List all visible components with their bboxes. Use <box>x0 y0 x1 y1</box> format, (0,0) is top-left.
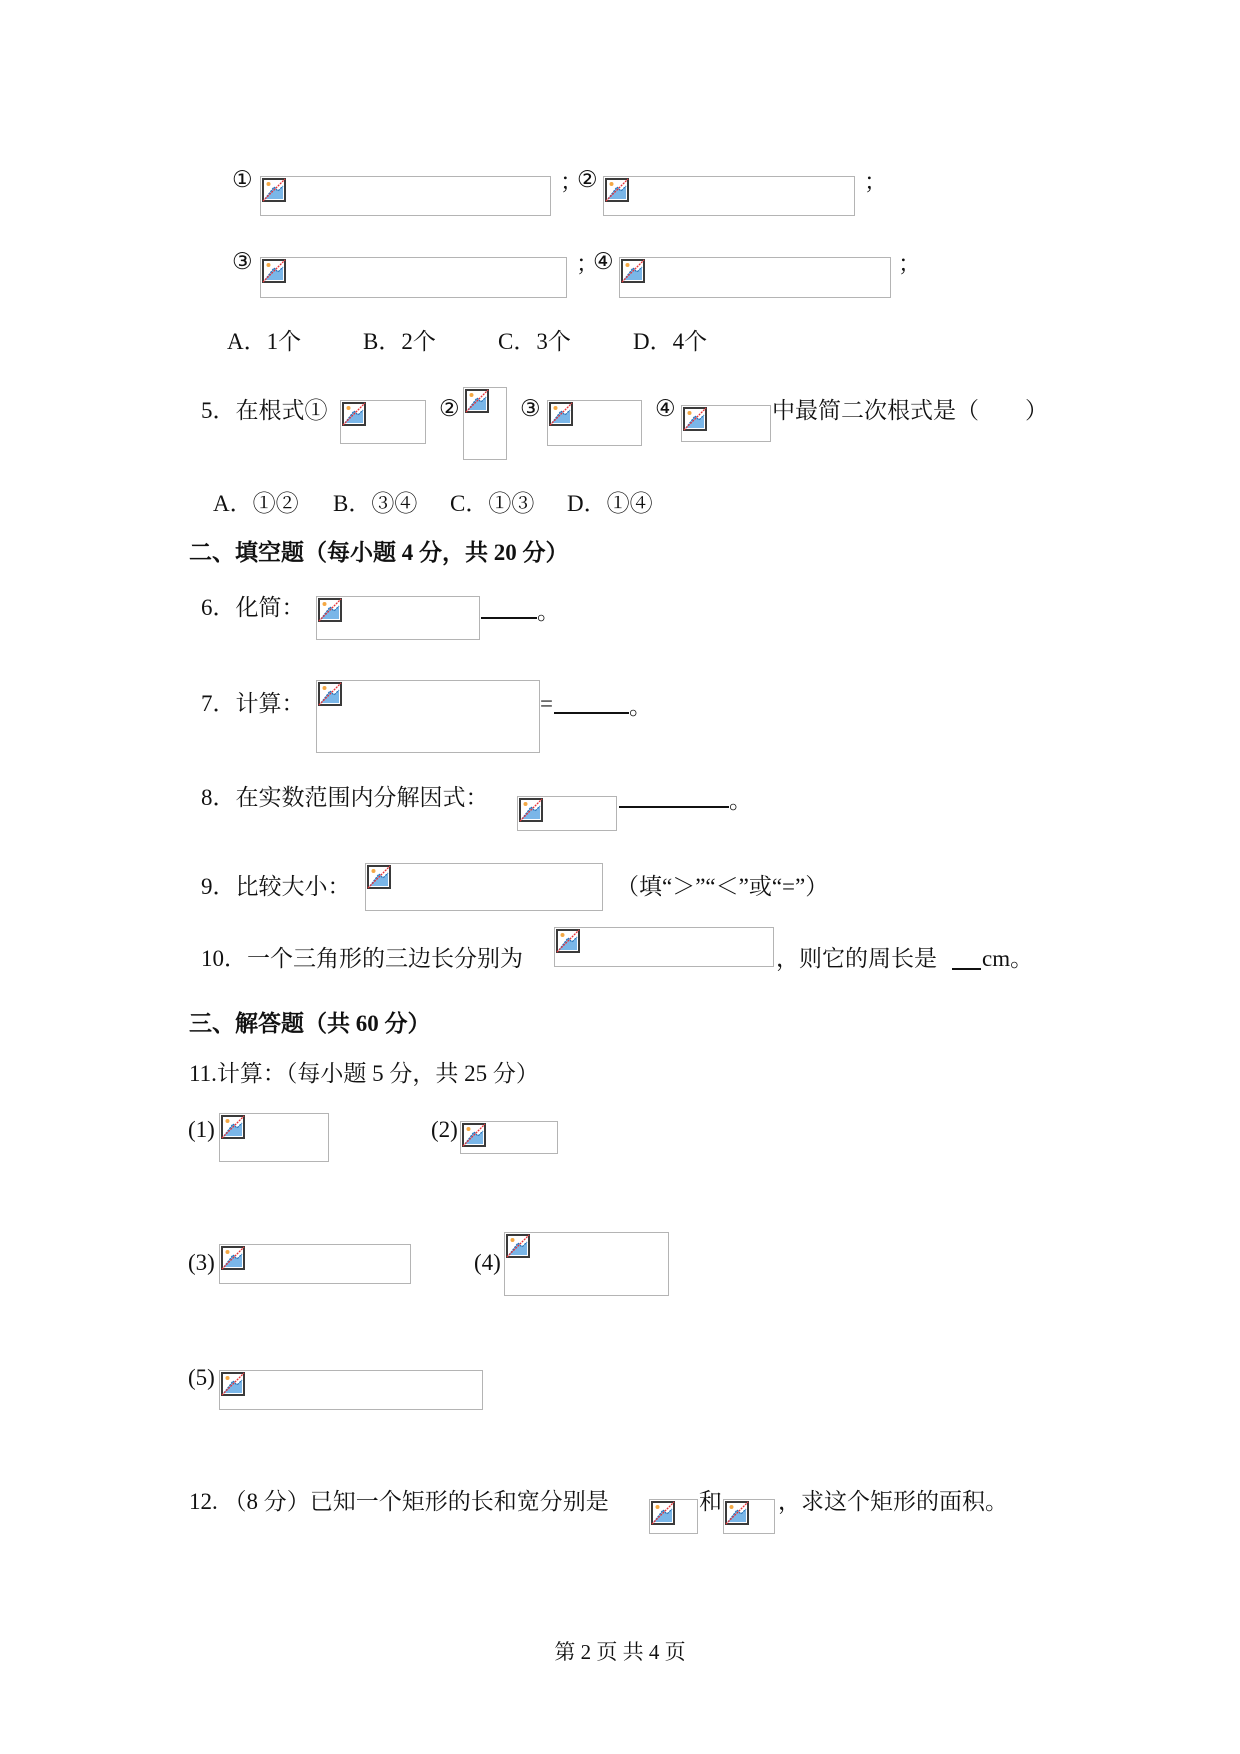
question-12-text: 12. （8 分）已知一个矩形的长和宽分别是 <box>189 1489 609 1514</box>
formula-image <box>219 1244 411 1284</box>
question-5-suffix: 中最简二次根式是（ ） <box>772 398 1048 423</box>
part-label: (2) <box>431 1117 458 1142</box>
formula-image <box>463 387 507 460</box>
broken-image-icon <box>725 1501 749 1525</box>
question-12-suffix: ，求这个矩形的面积。 <box>778 1489 1008 1514</box>
formula-image <box>681 405 771 442</box>
option-c: C．①③ <box>450 491 535 516</box>
broken-image-icon <box>318 598 342 622</box>
broken-image-icon <box>651 1501 675 1525</box>
broken-image-icon <box>556 929 580 953</box>
broken-image-icon <box>683 407 707 431</box>
conjunction-and: 和 <box>699 1489 722 1514</box>
answer-blank <box>554 712 629 714</box>
question-10-text: 10．一个三角形的三边长分别为 <box>201 946 523 971</box>
formula-image <box>219 1113 329 1162</box>
formula-image <box>365 863 603 911</box>
formula-image <box>460 1121 558 1154</box>
page-footer: 第 2 页 共 4 页 <box>554 1640 686 1664</box>
part-label: (3) <box>188 1250 215 1275</box>
period: 。 <box>729 788 752 813</box>
formula-image <box>554 927 774 967</box>
formula-image <box>219 1370 483 1410</box>
formula-image <box>340 400 426 444</box>
broken-image-icon <box>465 389 489 413</box>
formula-image <box>316 680 540 753</box>
part-label-2: ② <box>577 167 598 192</box>
part-label: (1) <box>188 1117 215 1142</box>
radical-label-3: ③ <box>520 396 541 421</box>
question-11-text: 11.计算：（每小题 5 分，共 25 分） <box>189 1061 539 1086</box>
radical-label-2: ② <box>439 396 460 421</box>
option-a: A．1个 <box>227 329 302 354</box>
section-2-title: 二、填空题（每小题 4 分，共 20 分） <box>189 540 569 565</box>
separator: ； <box>560 169 583 194</box>
answer-blank <box>952 968 981 970</box>
formula-image <box>260 176 551 216</box>
broken-image-icon <box>318 682 342 706</box>
separator: ； <box>576 251 599 276</box>
broken-image-icon <box>605 178 629 202</box>
broken-image-icon <box>342 402 366 426</box>
period: 。 <box>537 599 560 624</box>
question-7-text: 7．计算： <box>201 691 305 716</box>
fill-hint: （填“＞”“＜”或“=”） <box>616 874 829 899</box>
broken-image-icon <box>221 1115 245 1139</box>
broken-image-icon <box>621 259 645 283</box>
broken-image-icon <box>462 1123 486 1147</box>
formula-image <box>723 1499 775 1534</box>
radical-label-4: ④ <box>655 396 676 421</box>
option-b: B．2个 <box>363 329 436 354</box>
part-label-4: ④ <box>593 249 614 274</box>
formula-image <box>649 1499 698 1534</box>
separator: ； <box>898 251 921 276</box>
formula-image <box>517 796 617 831</box>
question-6-text: 6．化简： <box>201 595 305 620</box>
formula-image <box>316 596 480 640</box>
option-b: B．③④ <box>333 491 418 516</box>
part-label: (5) <box>188 1365 215 1390</box>
formula-image <box>504 1232 669 1296</box>
option-d: D．4个 <box>633 329 708 354</box>
formula-image <box>619 257 891 298</box>
separator: ； <box>864 169 887 194</box>
broken-image-icon <box>262 259 286 283</box>
broken-image-icon <box>367 865 391 889</box>
broken-image-icon <box>221 1246 245 1270</box>
question-9-text: 9．比较大小： <box>201 874 351 899</box>
part-label: (4) <box>474 1250 501 1275</box>
broken-image-icon <box>221 1372 245 1396</box>
broken-image-icon <box>506 1234 530 1258</box>
formula-image <box>260 257 567 298</box>
broken-image-icon <box>519 798 543 822</box>
formula-image <box>547 400 642 446</box>
answer-blank <box>619 806 729 808</box>
question-8-text: 8．在实数范围内分解因式： <box>201 785 489 810</box>
period: 。 <box>629 694 652 719</box>
broken-image-icon <box>262 178 286 202</box>
part-label-1: ① <box>232 167 253 192</box>
part-label-3: ③ <box>232 249 253 274</box>
option-d: D．①④ <box>567 491 653 516</box>
formula-image <box>603 176 855 216</box>
question-10-suffix: ，则它的周长是 <box>776 946 937 971</box>
answer-blank <box>481 617 537 619</box>
question-5-text: 5．在根式① <box>201 398 328 423</box>
equals-sign: = <box>540 691 553 716</box>
unit-cm: cm。 <box>982 946 1034 971</box>
option-c: C．3个 <box>498 329 571 354</box>
option-a: A．①② <box>213 491 299 516</box>
broken-image-icon <box>549 402 573 426</box>
section-3-title: 三、解答题（共 60 分） <box>189 1011 431 1036</box>
